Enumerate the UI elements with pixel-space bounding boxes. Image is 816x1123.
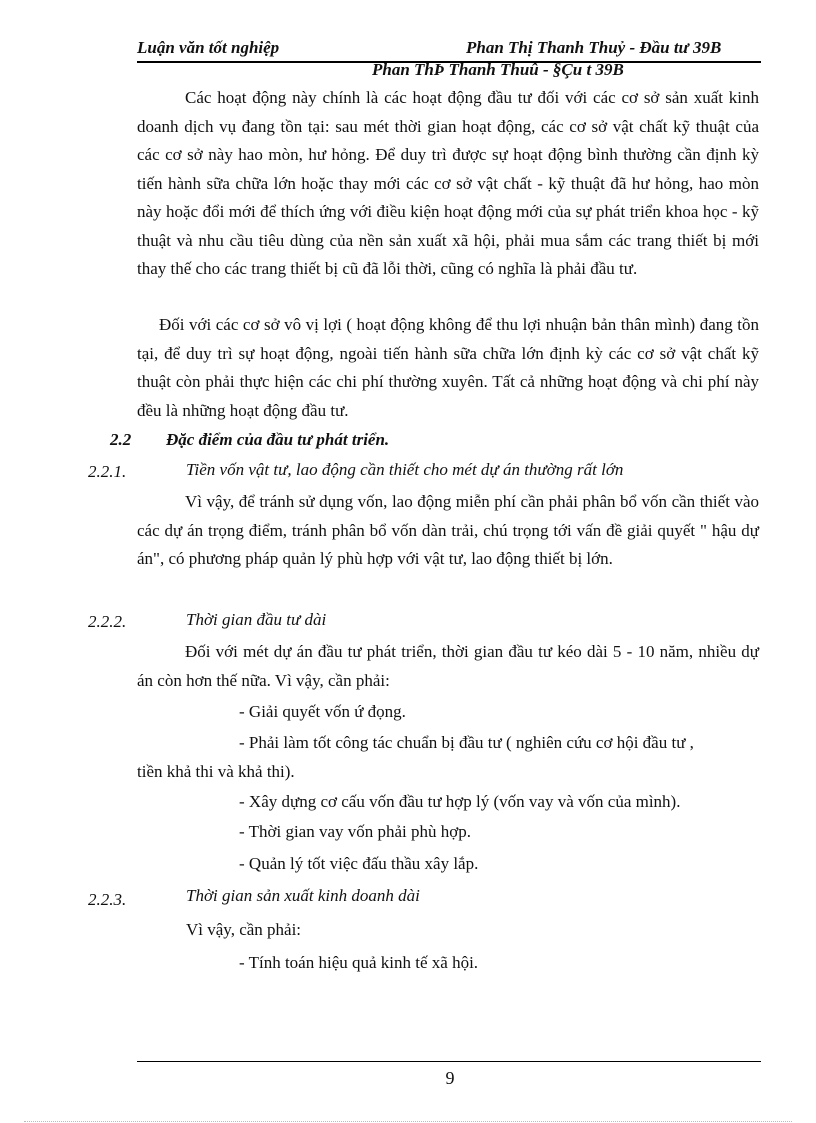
bullet-item: - Phải làm tốt công tác chuẩn bị đầu tư ( nghiên cứu cơ hội đầu tư , <box>239 733 694 752</box>
subsection-title: Thời gian đầu tư dài <box>186 610 327 629</box>
subsection-number: 2.2.2. <box>88 612 127 631</box>
subsection-number: 2.2.3. <box>88 890 127 909</box>
subsection-body: Vì vậy, để tránh sử dụng vốn, lao động miễn phí cần phải phân bổ vốn cần thiết vào các dự án trọng điểm, tránh phân bổ vốn dàn trải, chú trọng tới vấn đề giải quyết " hậu dự án", có phương pháp quản lý phù hợp với vật tư, lao động thiết bị lớn. <box>137 492 759 568</box>
section-title: Đặc điểm của đầu tư phát triển. <box>166 430 390 449</box>
paragraph-2: Đối với các cơ sở vô vị lợi ( hoạt động không để thu lợi nhuận bản thân mình) đang tồn tại, để duy trì sự hoạt động, ngoài tiến hành sữa chữa lớn định kỳ các cơ sở vật chất kỹ thuật còn phải thực hiện các chi phí thường xuyên. Tất cả những hoạt động và chi phí này đều là những hoạt động đầu tư. <box>137 315 759 420</box>
bullet-item-continuation: tiền khả thi và khả thi). <box>137 762 295 781</box>
header-sub: Phan ThÞ Thanh Thuû - §Çu t 39B <box>372 60 624 79</box>
section-number: 2.2 <box>110 430 132 449</box>
bullet-item: - Tính toán hiệu quả kinh tế xã hội. <box>239 953 479 972</box>
bullet-item: - Xây dựng cơ cấu vốn đầu tư hợp lý (vốn vay và vốn của mình). <box>239 792 681 811</box>
bullet-item: - Giải quyết vốn ứ đọng. <box>239 702 406 721</box>
subsection-intro: Vì vậy, cần phải: <box>186 920 302 939</box>
subsection-number: 2.2.1. <box>88 462 127 481</box>
bullet-item: - Thời gian vay vốn phải phù hợp. <box>239 822 472 841</box>
subsection-title: Thời gian sản xuất kinh doanh dài <box>186 886 420 905</box>
footer-rule <box>137 1061 761 1062</box>
subsection-body: Đối với mét dự án đầu tư phát triển, thời gian đầu tư kéo dài 5 - 10 năm, nhiều dự án còn hơn thế nữa. Vì vậy, cần phải: <box>137 642 759 690</box>
header-right: Phan Thị Thanh Thuỷ - Đầu tư 39B <box>466 38 722 57</box>
paragraph-1: Các hoạt động này chính là các hoạt động đầu tư đối với các cơ sở sản xuất kinh doanh dịch vụ đang tồn tại: sau mét thời gian hoạt động, các cơ sở vật chất kỹ thuật của các cơ sở này hao mòn, hư hỏng. Để duy trì được sự hoạt động bình thường cần định kỳ tiến hành sữa chữa lớn hoặc thay mới các cơ sở vật chất - kỹ thuật đã hư hỏng, hao mòn này hoặc đổi mới để thích ứng với điều kiện hoạt động mới của sự phát triển khoa học - kỹ thuật và nhu cầu tiêu dùng của nền sản xuất xã hội, phải mua sắm các trang thiết bị mới thay thế cho các trang thiết bị cũ đã lỗi thời, cũng có nghĩa là phải đầu tư. <box>137 88 759 278</box>
header-left: Luận văn tốt nghiệp <box>137 38 280 57</box>
page-bottom-border <box>24 1121 792 1122</box>
subsection-title: Tiền vốn vật tư, lao động cần thiết cho mét dự án thường rất lớn <box>186 460 624 479</box>
bullet-item: - Quản lý tốt việc đấu thầu xây lắp. <box>239 854 479 873</box>
page-number: 9 <box>445 1068 455 1088</box>
